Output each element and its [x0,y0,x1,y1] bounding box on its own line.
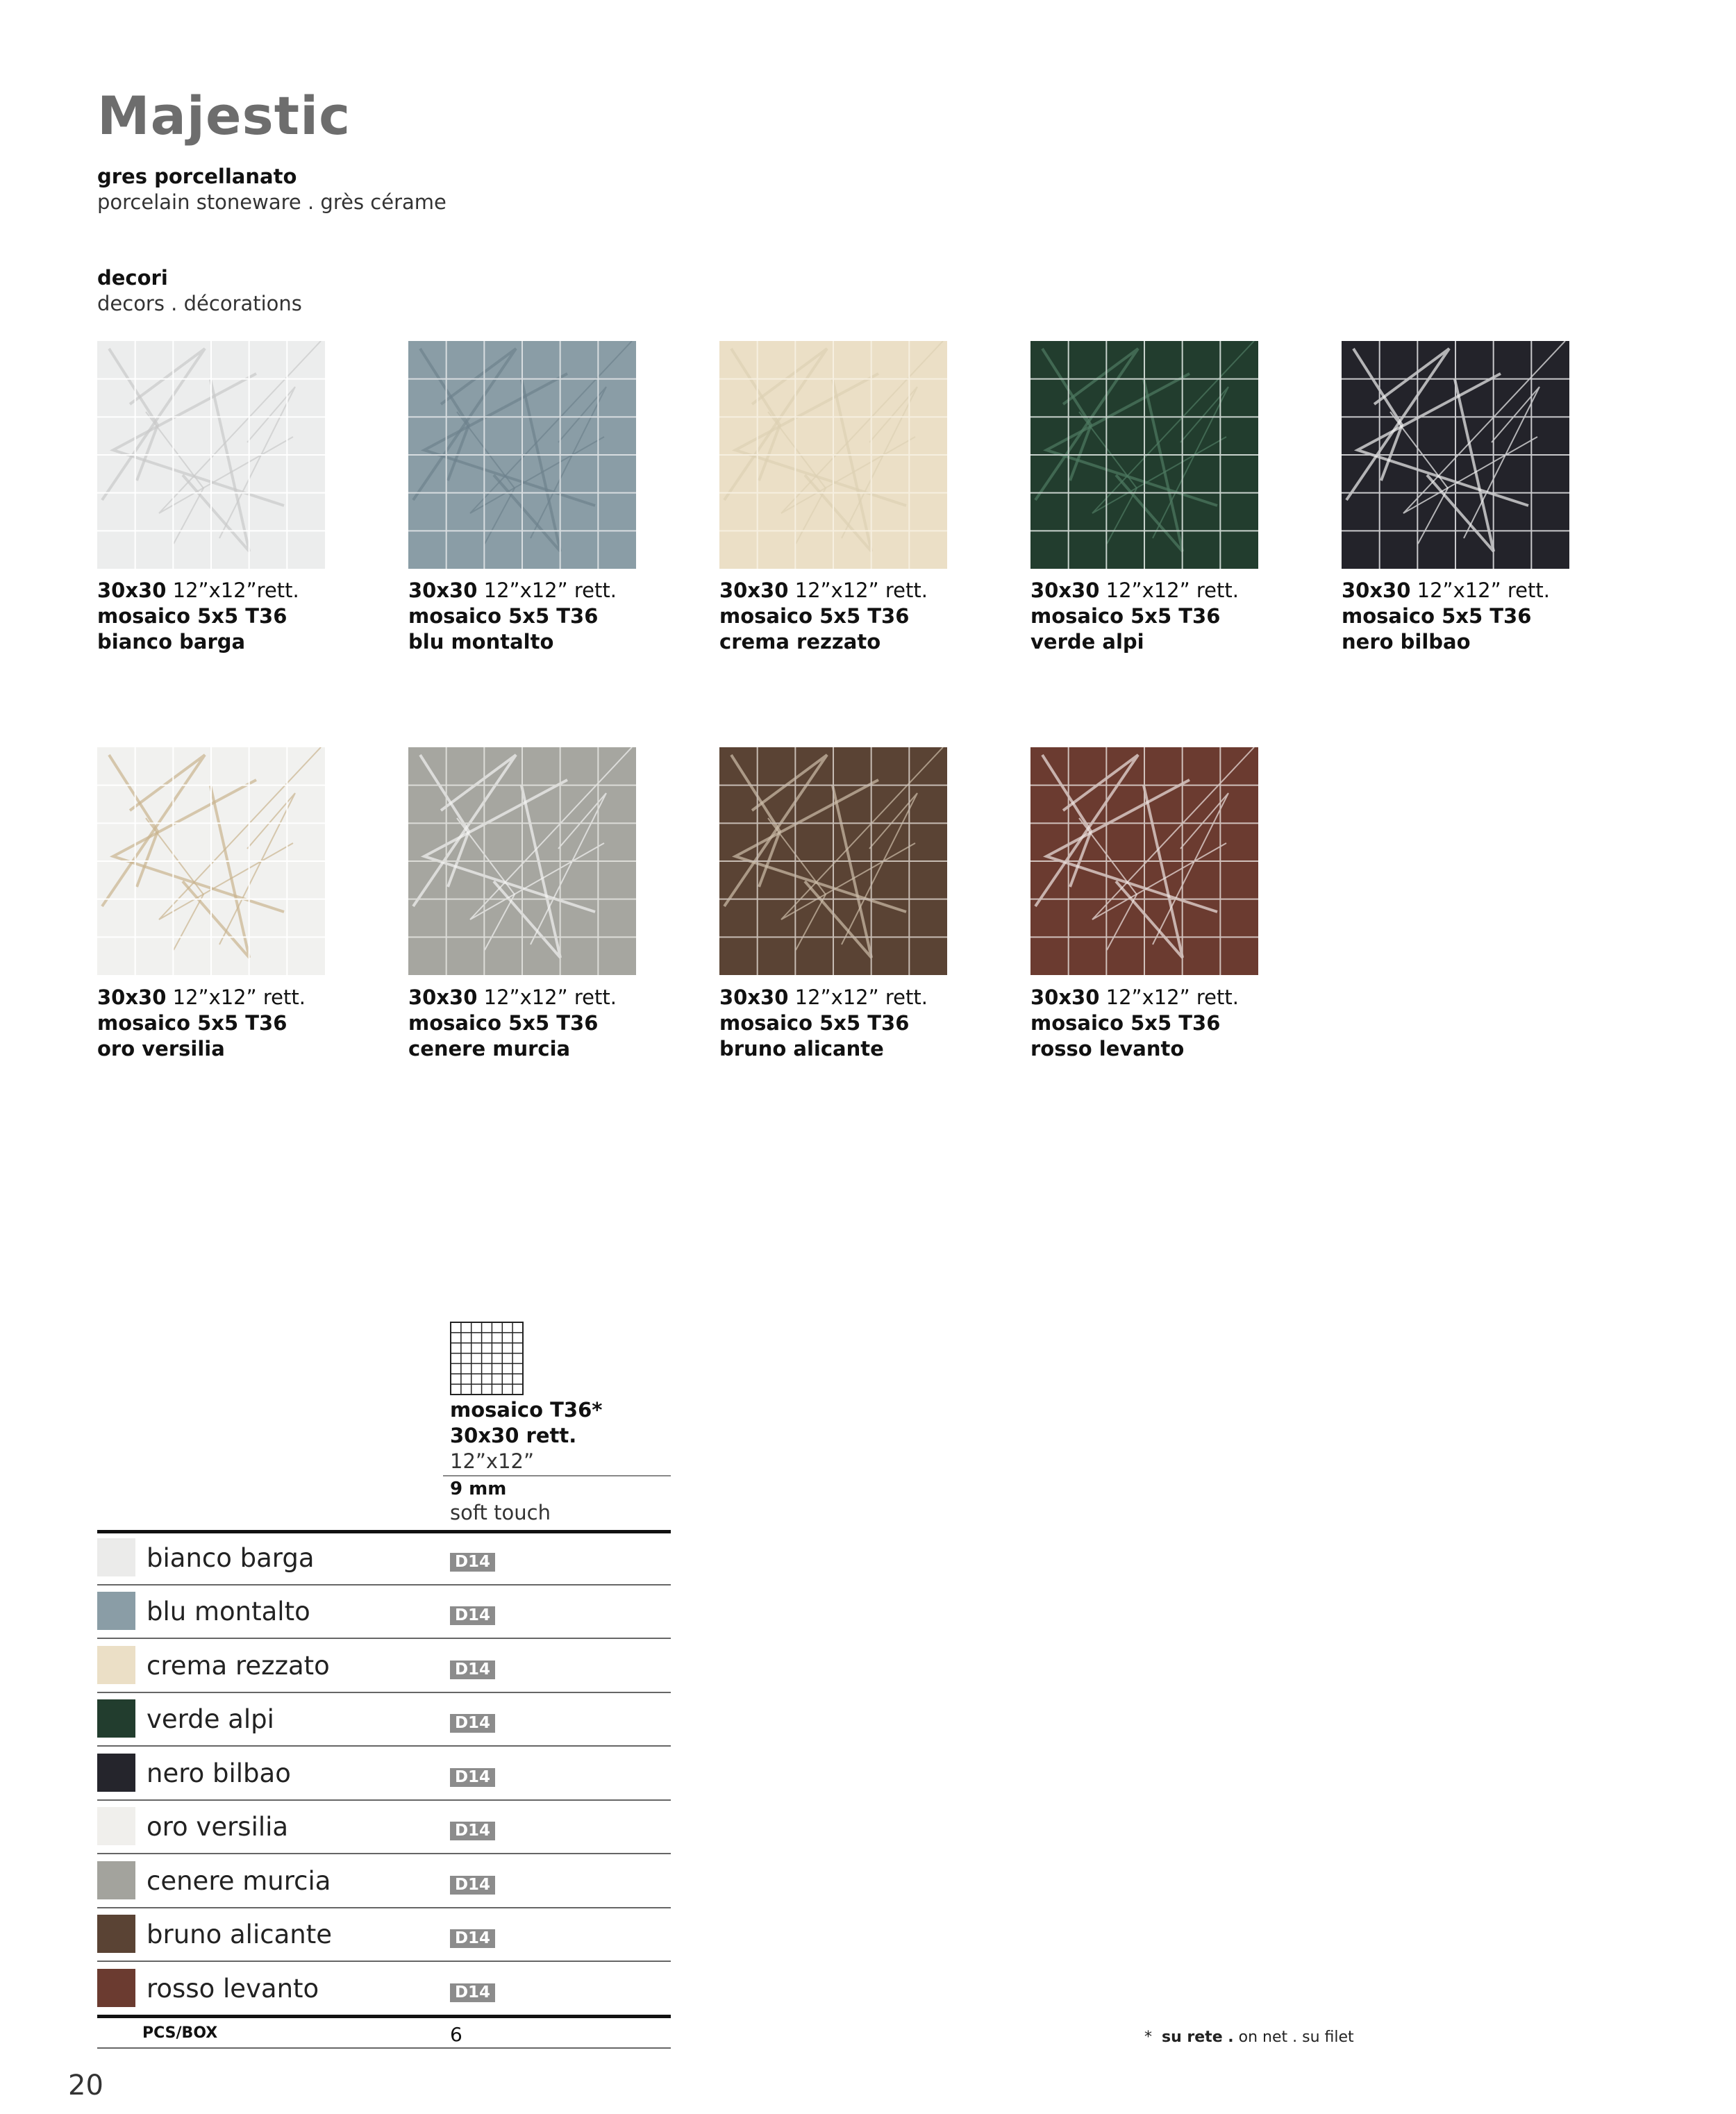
tile-name: rosso levanto [1030,1037,1185,1060]
thickness-value: 9 mm [450,1479,507,1499]
tile-size: 30x30 [719,579,789,602]
tile-size: 30x30 [1030,579,1100,602]
row-name: oro versilia [147,1812,289,1842]
swatch-bruno-alicante [97,1915,135,1953]
tile-image-bruno-alicante [719,747,947,975]
row-name: verde alpi [147,1704,274,1734]
tile-model: mosaico 5x5 T36 [719,604,910,628]
tile-inch: 12”x12” rett. [1105,985,1239,1009]
footnote [1144,2029,1354,2046]
tile-size: 30x30 [1342,579,1411,602]
tile-inch: 12”x12” rett. [1105,579,1239,602]
tile-inch: 12”x12” rett. [794,985,928,1009]
material-translations: porcelain stoneware . grès cérame [97,190,446,214]
finish-value: soft touch [450,1501,551,1524]
tile-inch: 12”x12” rett. [172,985,306,1009]
tile-caption [1030,578,1308,655]
footnote-star: * [1144,2029,1152,2046]
tile-name: blu montalto [408,630,554,654]
row-name: bianco barga [147,1543,315,1573]
tile-name: nero bilbao [1342,630,1471,654]
tile-name: bianco barga [97,630,246,654]
tile-name: verde alpi [1030,630,1144,654]
tile-image-cenere-murcia [408,747,636,975]
row-divider [97,1961,671,1962]
tile-model: mosaico 5x5 T36 [97,1011,287,1035]
code-badge: D14 [450,1553,495,1572]
section-it: decori [97,266,168,290]
page-number: 20 [68,2070,103,2101]
table-top-rule [97,1530,671,1533]
row-divider [97,1853,671,1854]
tile-size: 30x30 [408,985,478,1009]
row-name: nero bilbao [147,1758,291,1788]
row-name: blu montalto [147,1597,310,1626]
swatch-verde-alpi [97,1699,135,1738]
tile-size: 30x30 [719,985,789,1009]
tile-caption [408,985,686,1062]
tile-size: 30x30 [408,579,478,602]
tile-name: cenere murcia [408,1037,571,1060]
tile-model: mosaico 5x5 T36 [97,604,287,628]
tile-image-bianco-barga [97,341,325,569]
code-badge: D14 [450,1929,495,1948]
tile-caption [97,578,375,655]
row-divider [97,1907,671,1908]
tile-caption [1030,985,1308,1062]
tile-name: crema rezzato [719,630,881,654]
row-name: cenere murcia [147,1866,331,1896]
row-divider [97,1692,671,1693]
code-badge: D14 [450,1822,495,1840]
tile-image-crema-rezzato [719,341,947,569]
tile-caption [97,985,375,1062]
pcs-box-value: 6 [450,2023,462,2046]
tile-name: bruno alicante [719,1037,884,1060]
material-heading [97,164,446,215]
tile-image-blu-montalto [408,341,636,569]
table-bottom-rule [97,2015,671,2018]
footnote-rest: on net . su filet [1238,2029,1354,2046]
row-name: bruno alicante [147,1920,332,1949]
format-line1: mosaico T36* [450,1398,603,1422]
footnote-strong: su rete . [1162,2029,1234,2046]
tile-inch: 12”x12” rett. [483,985,617,1009]
row-name: rosso levanto [147,1974,319,2004]
tile-model: mosaico 5x5 T36 [1030,604,1221,628]
section-heading [97,265,302,317]
code-badge: D14 [450,1876,495,1895]
tile-name: oro versilia [97,1037,225,1060]
code-badge: D14 [450,1768,495,1787]
row-divider [97,1584,671,1586]
code-badge: D14 [450,1714,495,1733]
header-divider [443,1475,671,1476]
tile-image-nero-bilbao [1342,341,1569,569]
row-divider [97,1799,671,1801]
tile-model: mosaico 5x5 T36 [408,1011,599,1035]
swatch-nero-bilbao [97,1754,135,1792]
tile-model: mosaico 5x5 T36 [408,604,599,628]
format-line2: 30x30 rett. [450,1424,577,1447]
thickness-header [450,1478,551,1526]
tile-caption [408,578,686,655]
format-inch: 12”x12” [450,1449,535,1473]
row-divider [97,1745,671,1747]
swatch-cenere-murcia [97,1861,135,1899]
tile-image-verde-alpi [1030,341,1258,569]
row-name: crema rezzato [147,1651,330,1681]
material-it: gres porcellanato [97,165,297,188]
tile-size: 30x30 [97,579,167,602]
code-badge: D14 [450,1606,495,1625]
swatch-oro-versilia [97,1807,135,1845]
swatch-rosso-levanto [97,1969,135,2007]
tile-size: 30x30 [1030,985,1100,1009]
tile-image-rosso-levanto [1030,747,1258,975]
swatch-crema-rezzato [97,1646,135,1684]
tile-inch: 12”x12” rett. [794,579,928,602]
table-end-rule [97,2047,671,2049]
section-translations: decors . décorations [97,292,302,315]
code-badge: D14 [450,1983,495,2002]
tile-inch: 12”x12” rett. [483,579,617,602]
tile-model: mosaico 5x5 T36 [719,1011,910,1035]
tile-caption [719,985,997,1062]
pcs-box-label: PCS/BOX [142,2024,218,2042]
tile-model: mosaico 5x5 T36 [1342,604,1532,628]
page-title: Majestic [97,85,351,147]
tile-inch: 12”x12”rett. [172,579,299,602]
mosaic-grid-icon [450,1322,524,1395]
row-divider [97,1638,671,1639]
tile-model: mosaico 5x5 T36 [1030,1011,1221,1035]
tile-inch: 12”x12” rett. [1417,579,1550,602]
tile-caption [1342,578,1619,655]
tile-caption [719,578,997,655]
swatch-blu-montalto [97,1592,135,1630]
tile-size: 30x30 [97,985,167,1009]
swatch-bianco-barga [97,1538,135,1576]
code-badge: D14 [450,1661,495,1679]
format-header [450,1397,602,1474]
tile-image-oro-versilia [97,747,325,975]
